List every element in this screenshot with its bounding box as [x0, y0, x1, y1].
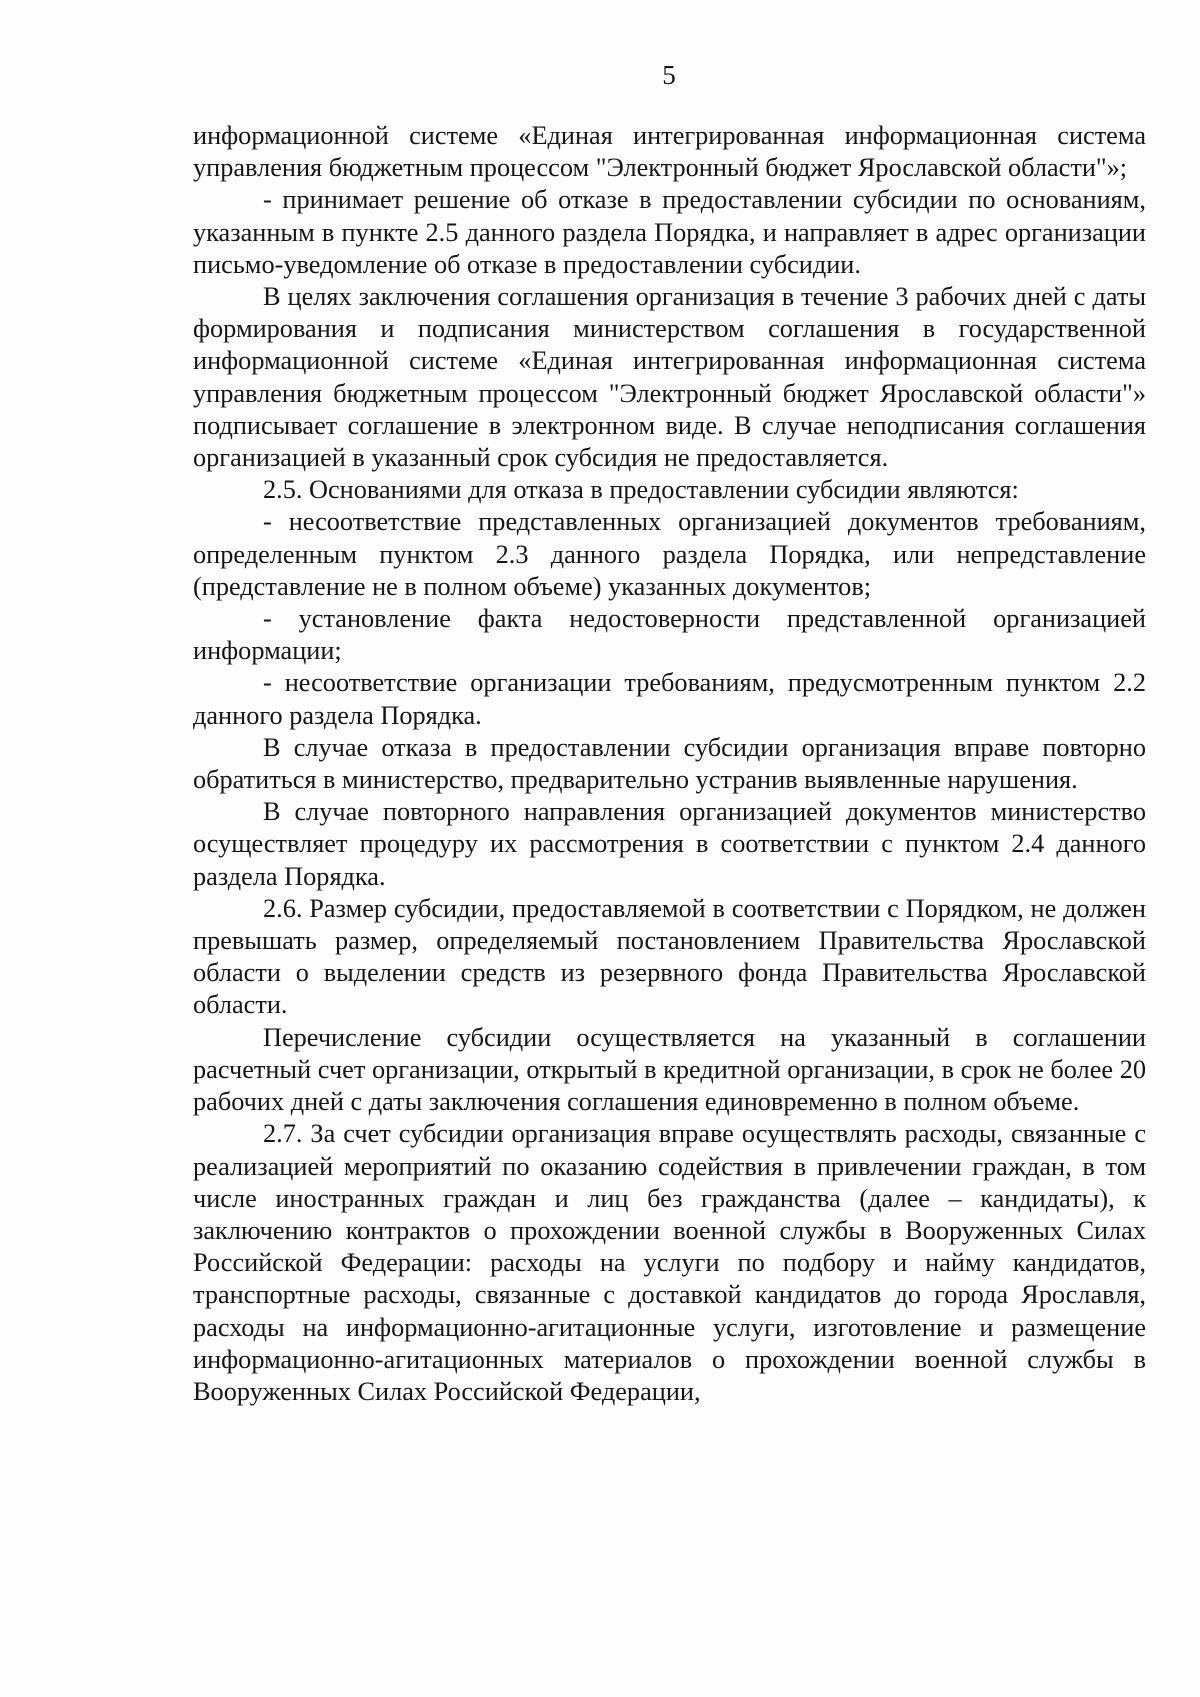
- paragraph-clause-2-7: 2.7. За счет субсидии организация вправе осуществлять расходы, связанные с реализацией мероприятий по оказанию содействия в привлечении граждан, в том числе иностранных граждан и лиц без гражданства (далее – кандидаты), к заключению контрактов о прохождении военной службы в Вооруженных Силах Российской Федерации: расходы на услуги по подбору и найму кандидатов, транспортные расходы, связанные с доставкой кандидатов до города Ярославля, расходы на информационно-агитационные услуги, изготовление и размещение информационно-агитационных материалов о прохождении военной службы в Вооруженных Силах Российской Федерации,: [193, 1119, 1146, 1406]
- paragraph-clause-2-6: 2.6. Размер субсидии, предоставляемой в соответствии с Порядком, не должен превышать размер, определяемый постановлением Правительства Ярославской области о выделении средств из резервного фонда Правительства Ярославской области.: [193, 893, 1146, 1020]
- paragraph-repeat-application: В случае отказа в предоставлении субсидии организация вправе повторно обратиться в министерство, предварительно устранив выявленные нарушения.: [193, 732, 1146, 795]
- paragraph-continuation: информационной системе «Единая интегрированная информационная система управления бюджетным процессом "Электронный бюджет Ярославской области"»;: [193, 121, 1146, 183]
- paragraph-transfer: Перечисление субсидии осуществляется на указанный в соглашении расчетный счет организации, открытый в кредитной организации, в срок не более 20 рабочих дней с даты заключения соглашения единовременно в полном объеме.: [193, 1022, 1146, 1117]
- paragraph-ground-documents: - несоответствие представленных организацией документов требованиям, определенным пунктом 2.3 данного раздела Порядка, или непредставление (представление не в полном объеме) указанных документов;: [193, 507, 1146, 601]
- paragraph-refusal-decision: - принимает решение об отказе в предоставлении субсидии по основаниям, указанным в пункте 2.5 данного раздела Порядка, и направляет в адрес организации письмо-уведомление об отказе в предоставлении субсидии.: [193, 185, 1146, 279]
- paragraph-repeat-review: В случае повторного направления организацией документов министерство осуществляет процедуру их рассмотрения в соответствии с пунктом 2.4 данного раздела Порядка.: [193, 797, 1146, 891]
- page-number: 5: [662, 60, 676, 90]
- paragraph-ground-unreliable-info: - установление факта недостоверности представленной организацией информации;: [193, 604, 1146, 666]
- paragraph-clause-2-5: 2.5. Основаниями для отказа в предоставлении субсидии являются:: [263, 475, 1019, 505]
- document-body: [193, 120, 1146, 1408]
- paragraph-ground-requirements: - несоответствие организации требованиям, предусмотренным пунктом 2.2 данного раздела Порядка.: [193, 668, 1146, 730]
- paragraph-agreement-signing: В целях заключения соглашения организация в течение 3 рабочих дней с даты формирования и подписания министерством соглашения в государственной информационной системе «Единая интегрированная информационная система управления бюджетным процессом "Электронный бюджет Ярославской области"» подписывает соглашение в электронном виде. В случае неподписания соглашения организацией в указанный срок субсидия не предоставляется.: [193, 282, 1146, 473]
